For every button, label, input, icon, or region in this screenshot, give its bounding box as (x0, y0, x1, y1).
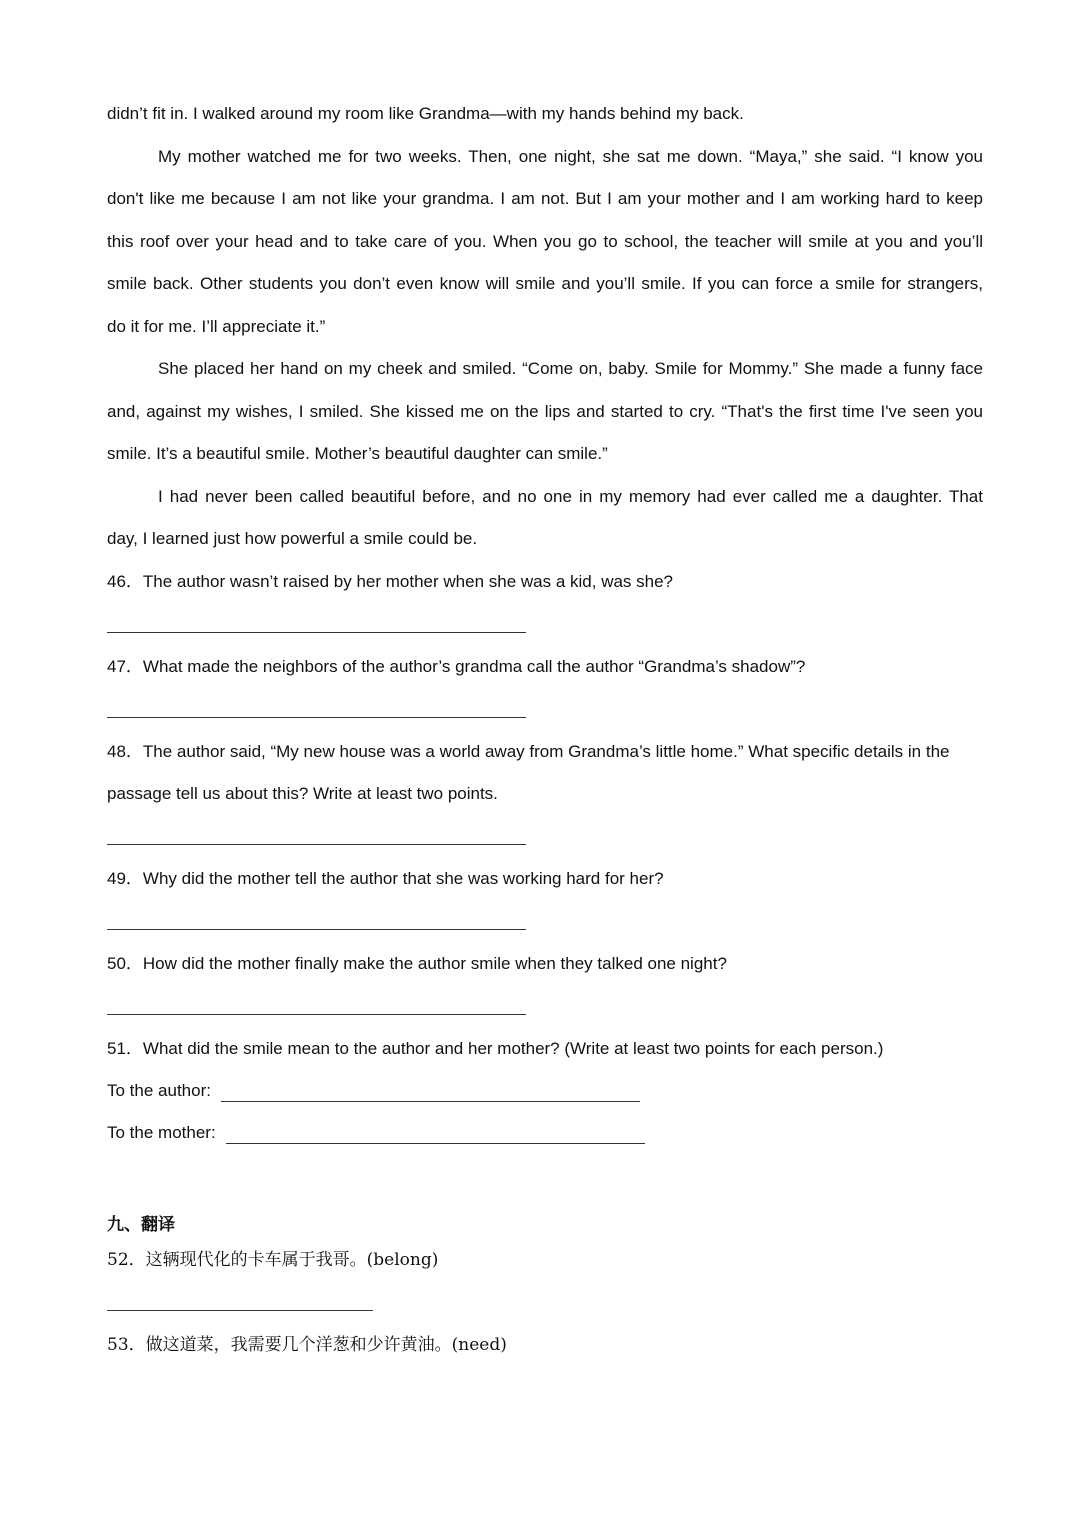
passage-line: this roof over your head and to take care of you. When you go to school, the teacher will smile at you and you’ll (107, 232, 983, 251)
passage-line: smile. It’s a beautiful smile. Mother’s beautiful daughter can smile.” (107, 444, 608, 463)
question-51: 51．What did the smile mean to the author and her mother? (Write at least two points for each person.) (107, 1039, 884, 1058)
question-49: 49．Why did the mother tell the author that she was working hard for her? (107, 869, 664, 888)
answer-line-51-author[interactable] (221, 1101, 640, 1102)
q51-mother-label: To the mother: (107, 1123, 216, 1142)
passage-line: and, against my wishes, I smiled. She kissed me on the lips and started to cry. “That's the first time I've seen you (107, 402, 983, 421)
passage-line: I had never been called beautiful before, and no one in my memory had ever called me a daughter. That (158, 487, 983, 506)
q51-author-row (107, 1079, 640, 1103)
passage-line: didn’t fit in. I walked around my room like Grandma—with my hands behind my back. (107, 104, 744, 123)
answer-line-49[interactable] (107, 929, 526, 930)
question-47: 47．What made the neighbors of the author’s grandma call the author “Grandma’s shadow”? (107, 657, 806, 676)
passage-line: day, I learned just how powerful a smile could be. (107, 529, 478, 548)
answer-line-52[interactable] (107, 1310, 373, 1311)
section-title-translation: 九、翻译 (107, 1215, 175, 1235)
question-48-continued: passage tell us about this? Write at least two points. (107, 784, 498, 803)
passage-line: smile back. Other students you don’t even know will smile and you’ll smile. If you can force a smile for strangers, (107, 274, 983, 293)
question-52: 52．这辆现代化的卡车属于我哥。(belong) (107, 1250, 439, 1270)
q51-author-label: To the author: (107, 1081, 211, 1100)
question-46: 46．The author wasn’t raised by her mother when she was a kid, was she? (107, 572, 674, 591)
answer-line-51-mother[interactable] (226, 1143, 645, 1144)
question-50: 50．How did the mother finally make the author smile when they talked one night? (107, 954, 727, 973)
answer-line-50[interactable] (107, 1014, 526, 1015)
passage-line: do it for me. I’ll appreciate it.” (107, 317, 326, 336)
q51-mother-row (107, 1121, 645, 1145)
answer-line-48[interactable] (107, 844, 526, 845)
passage-line: My mother watched me for two weeks. Then, one night, she sat me down. “Maya,” she said. “I know you (158, 147, 983, 166)
question-53: 53．做这道菜，我需要几个洋葱和少许黄油。(need) (107, 1335, 507, 1355)
passage-line: She placed her hand on my cheek and smiled. “Come on, baby. Smile for Mommy.” She made a funny face (158, 359, 983, 378)
answer-line-46[interactable] (107, 632, 526, 633)
passage-line: don't like me because I am not like your grandma. I am not. But I am your mother and I am working hard to keep (107, 189, 983, 208)
answer-line-47[interactable] (107, 717, 526, 718)
question-48: 48．The author said, “My new house was a world away from Grandma’s little home.” What specific details in the (107, 742, 950, 761)
